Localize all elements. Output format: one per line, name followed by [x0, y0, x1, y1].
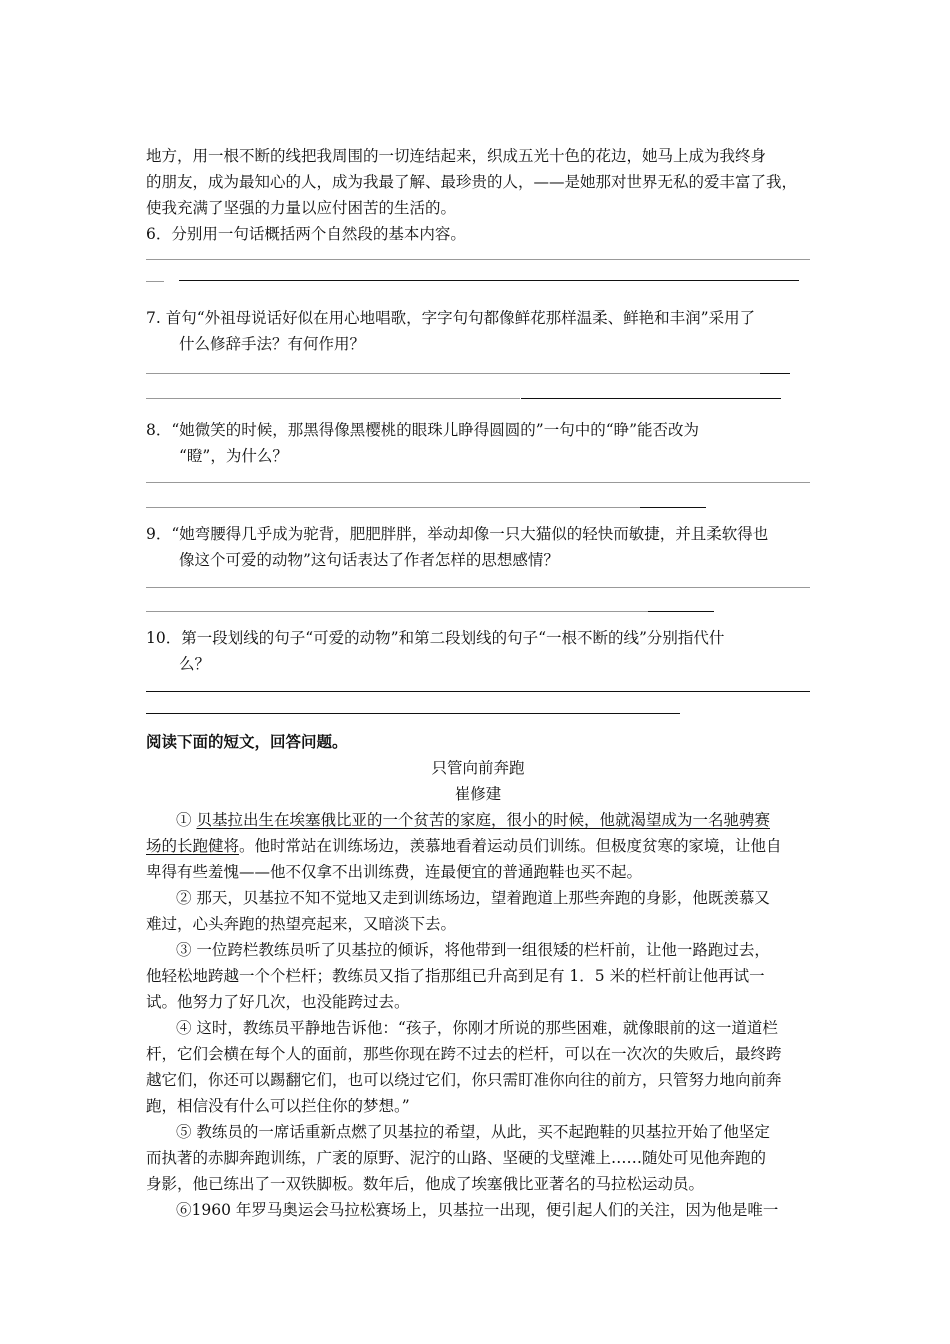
text-line: 地方，用一根不断的线把我周围的一切连结起来，织成五光十色的花边，她马上成为我终身 [146, 147, 767, 165]
answer-line[interactable] [146, 703, 810, 729]
paragraph-6 [146, 1197, 810, 1223]
answer-line[interactable] [146, 469, 810, 495]
text-line: ⑥1960 年罗马奥运会马拉松赛场上，贝基拉一出现，便引起人们的关注，因为他是唯一 [176, 1201, 779, 1219]
question-9: 9．“她弯腰得几乎成为驼背，肥肥胖胖，举动却像一只大猫似的轻快而敏捷，并且柔软得也 [146, 525, 769, 543]
text-line: ⑤ 教练员的一席话重新点燃了贝基拉的希望，从此，买不起跑鞋的贝基拉开始了他坚定 [176, 1123, 770, 1141]
text-line: 。他时常站在训练场边，羡慕地看着运动员们训练。但极度贫寒的家境，让他自 [239, 837, 782, 855]
text-line: ③ 一位跨栏教练员听了贝基拉的倾诉，将他带到一组很矮的栏杆前，让他一路跑过去， [176, 941, 770, 959]
text-line: 身影，他已练出了一双铁脚板。数年后，他成了埃塞俄比亚著名的马拉松运动员。 [146, 1175, 705, 1193]
question-9-cont: 像这个可爱的动物”这句话表达了作者怎样的思想感情？ [179, 551, 559, 569]
paragraph-3 [146, 937, 810, 1015]
text-line: 越它们，你还可以踢翻它们，也可以绕过它们，你只需盯准你向往的前方，只管努力地向前奔 [146, 1071, 782, 1089]
answer-line[interactable] [146, 385, 810, 411]
text-line: 试。他努力了好几次，也没能跨过去。 [146, 993, 410, 1011]
passage-title: 只管向前奔跑 [431, 759, 525, 777]
question-6: 6．分别用一句话概括两个自然段的基本内容。 [146, 225, 466, 243]
text-line: 杆，它们会横在每个人的面前，那些你现在跨不过去的栏杆，可以在一次次的失败后，最终跨 [146, 1045, 782, 1063]
paragraph-1 [146, 807, 810, 885]
text-line: 而执著的赤脚奔跑训练，广袤的原野、泥泞的山路、坚硬的戈壁滩上……随处可见他奔跑的 [146, 1149, 767, 1167]
text-line: 难过，心头奔跑的热望亮起来，又暗淡下去。 [146, 915, 457, 933]
answer-line[interactable] [146, 495, 810, 521]
question-10-cont: 么？ [179, 655, 211, 673]
paragraph-2 [146, 885, 810, 937]
question-8: 8．“她微笑的时候，那黑得像黑樱桃的眼珠儿睁得圆圆的”一句中的“睁”能否改为 [146, 421, 700, 439]
answer-line[interactable] [146, 677, 810, 703]
answer-line[interactable] [146, 599, 810, 625]
underlined-sentence: 场的长跑健将 [146, 837, 240, 855]
text-line: ④ 这时，教练员平静地告诉他：“孩子，你刚才所说的那些困难，就像眼前的这一道道栏 [176, 1019, 778, 1037]
question-7-cont: 什么修辞手法？有何作用？ [179, 335, 366, 353]
text-line: 跑，相信没有什么可以拦住你的梦想。” [146, 1097, 410, 1115]
reading-instruction: 阅读下面的短文，回答问题。 [146, 732, 348, 751]
paragraph-5 [146, 1119, 810, 1197]
answer-line[interactable] [146, 247, 810, 273]
text-line: 卑得有些羞愧——他不仅拿不出训练费，连最便宜的普通跑鞋也买不起。 [146, 863, 643, 881]
document-page [146, 143, 810, 1223]
passage-author: 崔修建 [454, 785, 502, 803]
answer-line[interactable] [146, 357, 810, 385]
top-paragraph [146, 143, 810, 221]
text-line: 他轻松地跨越一个个栏杆；教练员又指了指那组已升高到足有 1．5 米的栏杆前让他再试一 [146, 967, 765, 985]
question-7: 7. 首句“外祖母说话好似在用心地唱歌，字字句句都像鲜花那样温柔、鲜艳和丰润”采用了 [146, 309, 756, 327]
question-8-cont: “瞪”，为什么？ [179, 447, 288, 465]
paragraph-4 [146, 1015, 810, 1119]
question-10: 10．第一段划线的句子“可爱的动物”和第二段划线的句子“一根不断的线”分别指代什 [146, 629, 725, 647]
text-line: ② 那天，贝基拉不知不觉地又走到训练场边，望着跑道上那些奔跑的身影，他既羡慕又 [176, 889, 770, 907]
underlined-sentence: 贝基拉出生在埃塞俄比亚的一个贫苦的家庭，很小的时候，他就渴望成为一名驰骋赛 [196, 811, 770, 829]
text-line: 使我充满了坚强的力量以应付困苦的生活的。 [146, 199, 457, 217]
answer-line[interactable] [146, 573, 810, 599]
text-line: 的朋友，成为最知心的人，成为我最了解、最珍贵的人，——是她那对世界无私的爱丰富了我， [146, 173, 798, 191]
paragraph-number: ① [176, 811, 192, 829]
answer-line[interactable] [146, 273, 810, 299]
